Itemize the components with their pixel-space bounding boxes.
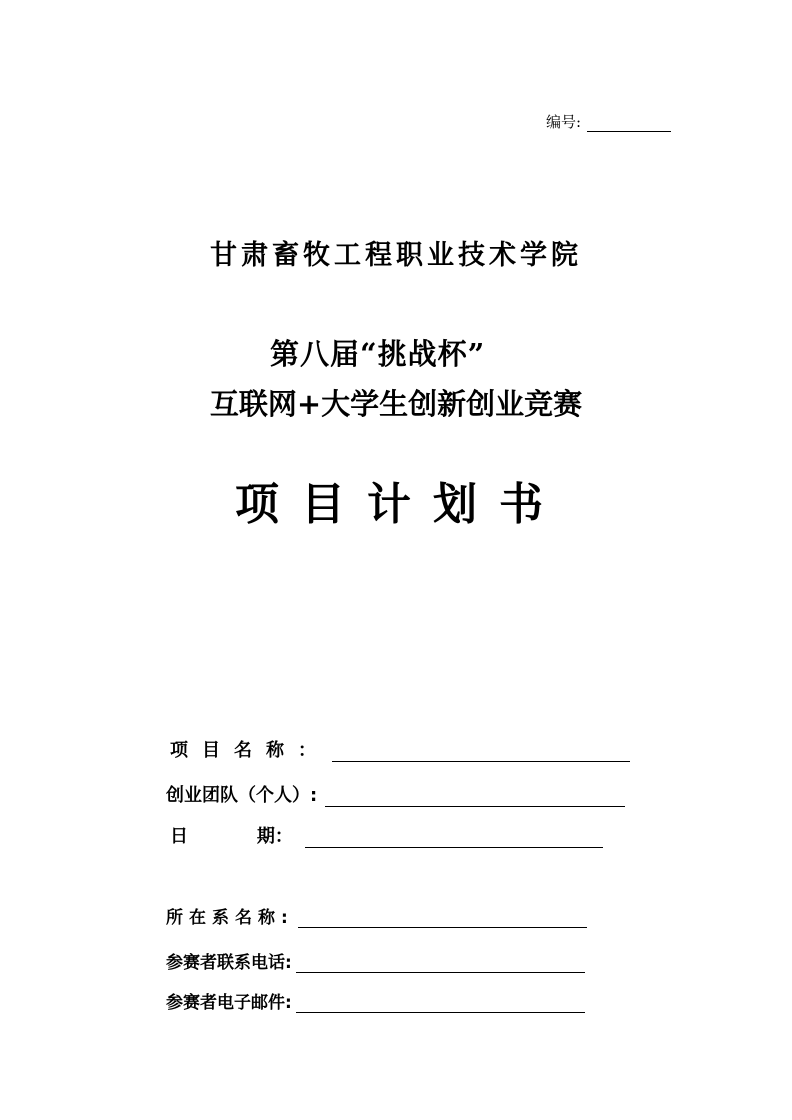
team-field <box>166 781 625 807</box>
team-label: 创业团队（个人）: <box>166 785 318 806</box>
team-blank[interactable] <box>325 786 625 807</box>
document-title: 项目计划书 <box>235 479 565 530</box>
department-label: 所在系名称: <box>166 908 294 928</box>
date-field <box>170 822 603 848</box>
email-blank[interactable] <box>296 992 585 1013</box>
competition-edition: 第八届“挑战杯” <box>270 337 486 371</box>
department-field <box>166 903 587 928</box>
phone-blank[interactable] <box>296 952 585 973</box>
serial-number <box>546 111 671 132</box>
serial-number-blank[interactable] <box>587 111 671 132</box>
competition-name: 互联网+大学生创新创业竞赛 <box>209 387 583 421</box>
project-name-label: 项目名称： <box>170 740 330 761</box>
date-blank[interactable] <box>305 827 603 848</box>
project-name-blank[interactable] <box>332 741 630 762</box>
email-field <box>166 988 585 1013</box>
date-label: 日 期： <box>170 826 293 847</box>
email-label: 参赛者电子邮件: <box>166 993 292 1013</box>
phone-label: 参赛者联系电话: <box>166 953 292 973</box>
school-name: 甘肃畜牧工程职业技术学院 <box>210 240 582 271</box>
serial-number-label: 编号: <box>546 113 582 131</box>
phone-field <box>166 948 585 973</box>
project-name-field <box>170 736 630 762</box>
department-blank[interactable] <box>298 907 587 928</box>
